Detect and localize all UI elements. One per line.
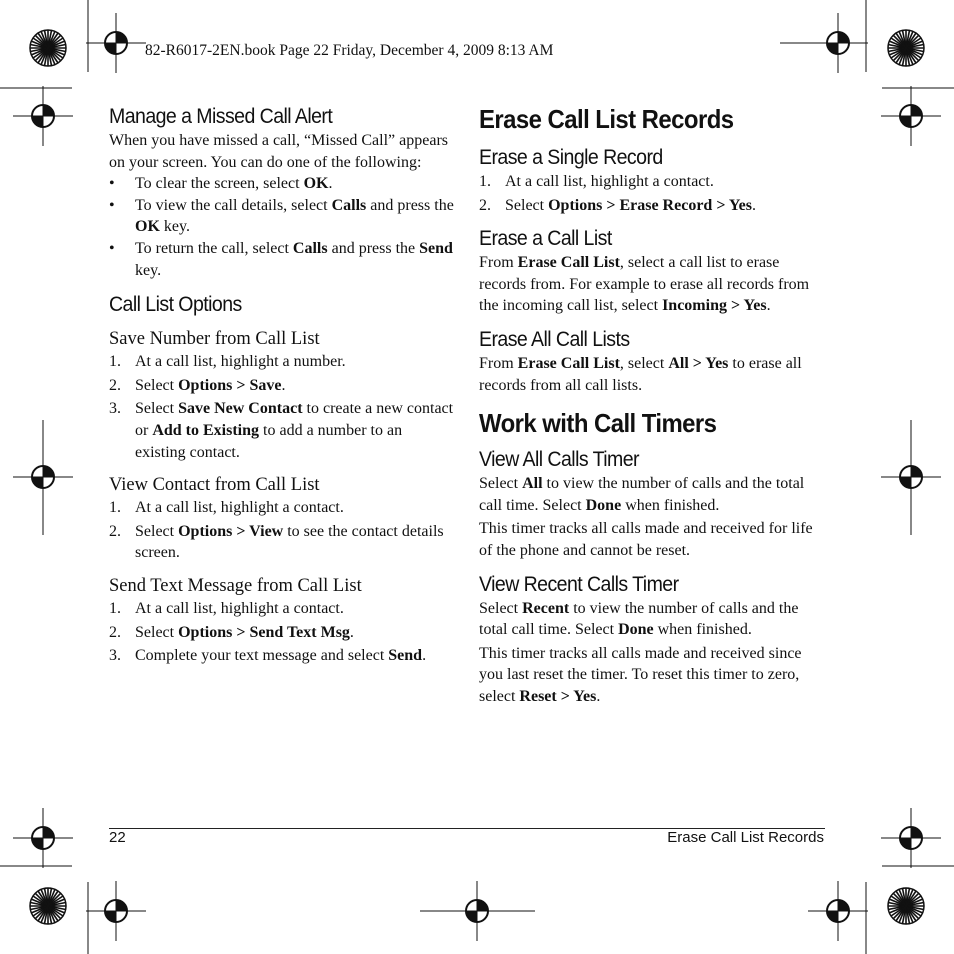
heading-erase-single: Erase a Single Record [479,146,663,169]
heading-erase-records: Erase Call List Records [479,104,734,134]
erase-single-steps [479,171,825,216]
text-steps [109,598,454,667]
heading-view-contact: View Contact from Call List [109,475,320,496]
heading-call-timers: Work with Call Timers [479,408,717,439]
heading-missed-call-alert: Manage a Missed Call Alert [109,105,333,128]
bullet-icon: • [109,175,115,193]
save-steps [109,351,454,463]
recent-timer-p2: This timer tracks all calls made and received since you last reset the timer. To reset this timer to zero, select Reset > Yes. [479,644,802,705]
erase-all-text: From Erase Call List, select All > Yes to erase all records from all call lists. [479,354,802,394]
heading-recent-calls-timer: View Recent Calls Timer [479,572,679,596]
list-item: 2. Select Options > View to see the contact details screen. [109,522,444,562]
all-timer-p1: Select All to view the number of calls and the total call time. Select Done when finished. [479,475,805,514]
left-column [109,104,454,667]
heading-erase-list: Erase a Call List [479,227,612,251]
right-column [479,104,825,708]
list-item: • To view the call details, select Calls and press the OK key. [109,196,454,236]
list-item: 1. At a call list, highlight a contact. [479,173,714,190]
heading-call-list-options: Call List Options [109,293,242,317]
view-steps [109,497,454,564]
bullet-icon: • [109,239,115,257]
list-item: 1. At a call list, highlight a number. [109,353,346,371]
list-item: 3. Complete your text message and select Send. [109,647,427,665]
heading-all-calls-timer: View All Calls Timer [479,448,639,472]
list-item: • To clear the screen, select OK. [109,173,454,195]
list-item: 3. Select Save New Contact to create a new contact or Add to Existing to add a number to an existing contact. [109,400,454,461]
recent-timer-p1: Select Recent to view the number of calls and the total call time. Select Done when finished. [479,599,799,639]
page-number: 22 [109,829,126,846]
missed-bullets [109,173,454,281]
erase-list-text: From Erase Call List, select a call list to erase records from. For example to erase all records from the incoming call list, select Incoming > Yes. [479,254,810,315]
list-item: 2. Select Options > Send Text Msg. [109,623,354,641]
list-item: 1. At a call list, highlight a contact. [109,599,344,617]
heading-erase-all: Erase All Call Lists [479,327,630,351]
list-item: 2. Select Options > Save. [109,376,286,394]
list-item: 2. Select Options > Erase Record > Yes. [479,196,756,214]
print-header: 82-R6017-2EN.book Page 22 Friday, December 4, 2009 8:13 AM [145,42,554,59]
list-item: • To return the call, select Calls and press the Send key. [109,239,453,279]
bullet-icon: • [109,196,115,214]
missed-intro: When you have missed a call, “Missed Call” appears on your screen. You can do one of the following: [109,132,448,171]
footer-section-title: Erase Call List Records [667,829,824,846]
heading-save-number: Save Number from Call List [109,329,320,350]
all-timer-p2: This timer tracks all calls made and received for life of the phone and cannot be reset. [479,520,813,559]
heading-send-text: Send Text Message from Call List [109,575,362,596]
list-item: 1. At a call list, highlight a contact. [109,499,344,517]
